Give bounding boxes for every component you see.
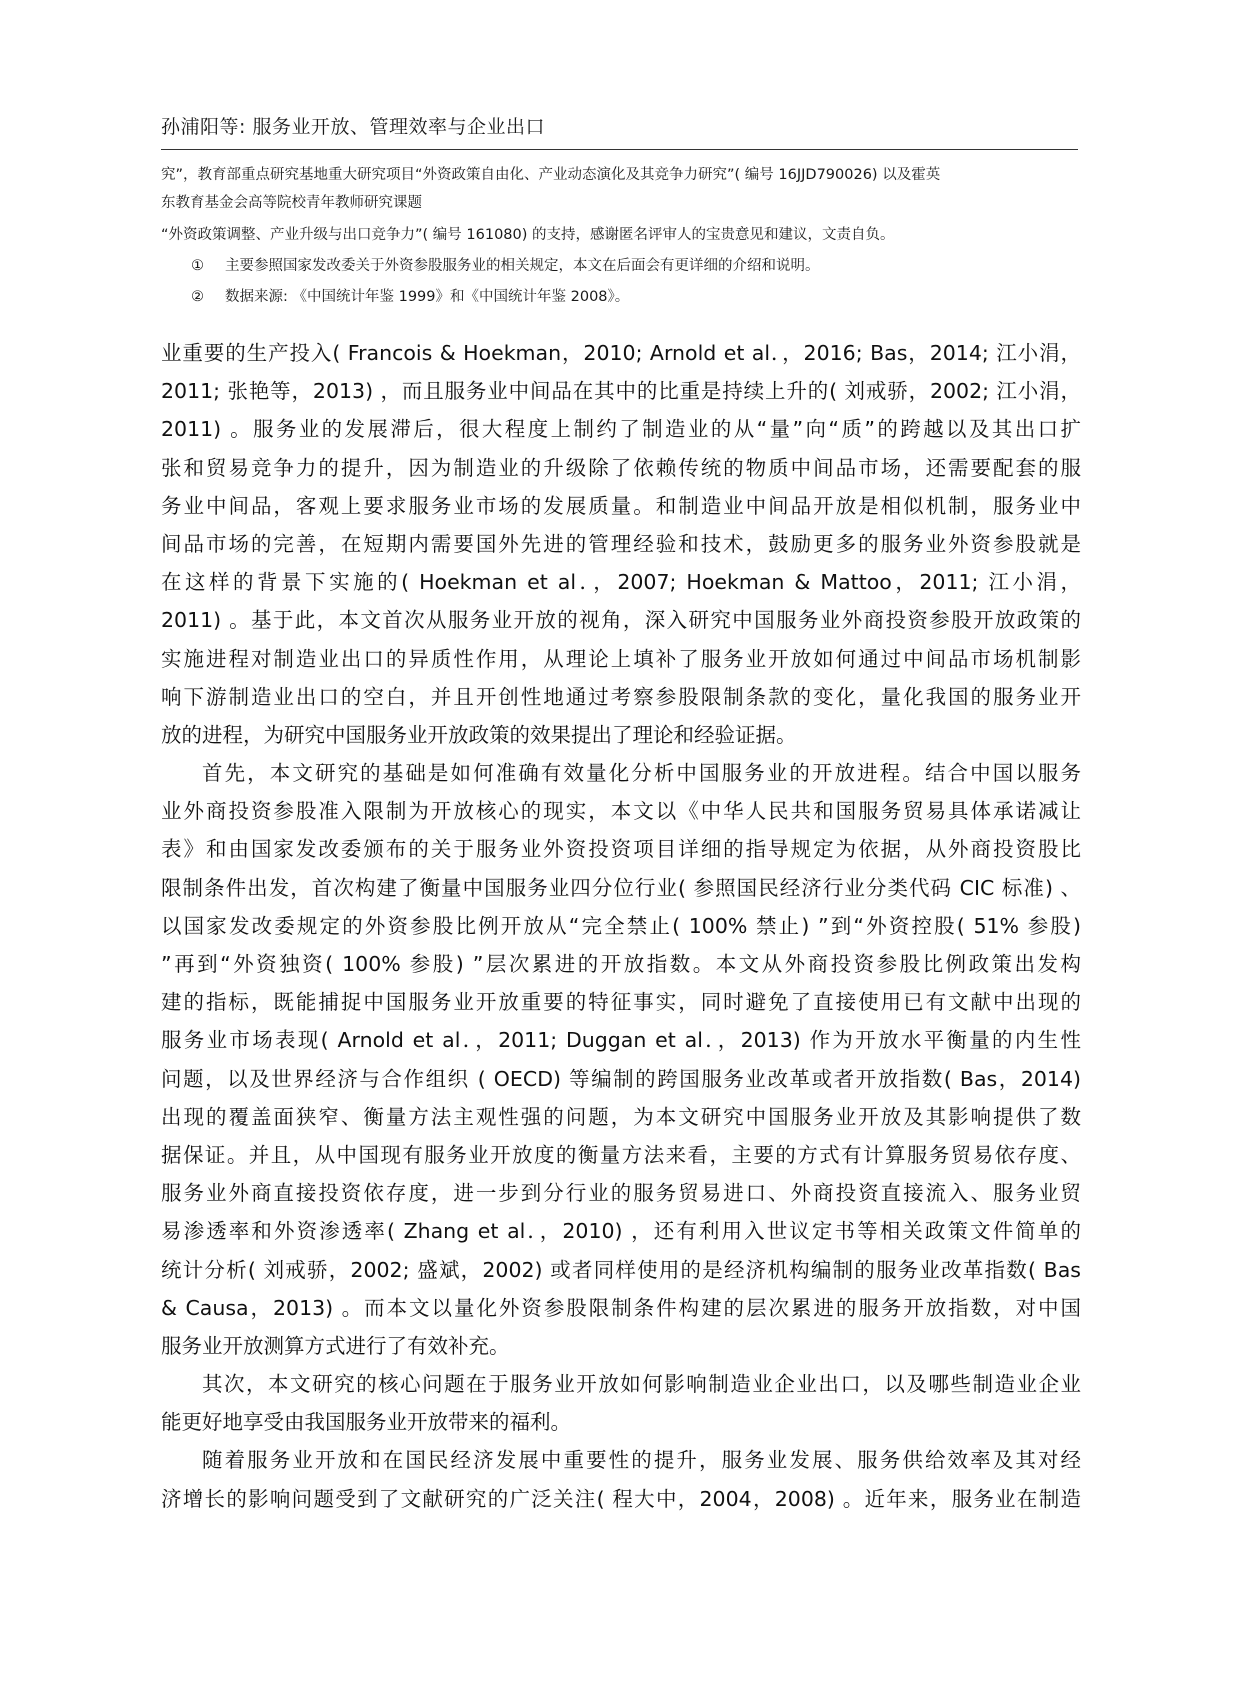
footnote-continued-line: 东教育基金会高等院校青年教师研究课题 bbox=[161, 195, 422, 211]
paragraph-line: 服务业开放测算方式进行了有效补充。 bbox=[161, 1333, 510, 1358]
running-header-title: 孙浦阳等: 服务业开放、管理效率与企业出口 bbox=[161, 116, 545, 138]
paragraph-line: 随着服务业开放和在国民经济发展中重要性的提升，服务业发展、服务供给效率及其对经 bbox=[202, 1448, 1081, 1473]
paragraph-line: 服务业市场表现( Arnold et al．，2011; Duggan et al．，2013) 作为开放水平衡量的内生性 bbox=[161, 1028, 1081, 1053]
paragraph-line: 以国家发改委规定的外资参股比例开放从“完全禁止( 100% 禁止) ”到“外资控股( 51% 参股) bbox=[161, 913, 1081, 938]
paragraph-line: 出现的覆盖面狭窄、衡量方法主观性强的问题，为本文研究中国服务业开放及其影响提供了数 bbox=[161, 1104, 1081, 1129]
footnote-marker: ① bbox=[191, 258, 204, 274]
paragraph-line: 统计分析( 刘戒骄，2002; 盛斌，2002) 或者同样使用的是经济机构编制的服务业改革指数( Bas bbox=[161, 1257, 1081, 1282]
paragraph-line: 济增长的影响问题受到了文献研究的广泛关注( 程大中，2004，2008) 。近年来，服务业在制造 bbox=[161, 1486, 1081, 1511]
paragraph-line: 易渗透率和外资渗透率( Zhang et al．，2010) ，还有利用入世议定书等相关政策文件简单的 bbox=[161, 1219, 1081, 1244]
paragraph-line: 间品市场的完善，在短期内需要国外先进的管理经验和技术，鼓励更多的服务业外资参股就是 bbox=[161, 531, 1081, 556]
paragraph-line: 表》和由国家发改委颁布的关于服务业外资投资项目详细的指导规定为依据，从外商投资股比 bbox=[161, 837, 1081, 862]
paragraph-line: 首先，本文研究的基础是如何准确有效量化分析中国服务业的开放进程。结合中国以服务 bbox=[202, 761, 1081, 786]
paragraph-line: 2011) 。基于此，本文首次从服务业开放的视角，深入研究中国服务业外商投资参股开放政策的 bbox=[161, 608, 1081, 633]
paragraph-line: 2011; 张艳等，2013) ，而且服务业中间品在其中的比重是持续上升的( 刘戒骄，2002; 江小涓， bbox=[161, 379, 1081, 404]
paragraph-line: 在这样的背景下实施的( Hoekman et al．，2007; Hoekman & Mattoo，2011; 江小涓， bbox=[161, 570, 1081, 595]
paragraph-line: 响下游制造业出口的空白，并且开创性地通过考察参股限制条款的变化，量化我国的服务业开 bbox=[161, 684, 1081, 709]
paragraph-line: 服务业外商直接投资依存度，进一步到分行业的服务贸易进口、外商投资直接流入、服务业贸 bbox=[161, 1181, 1081, 1206]
footnote-continued-line: “外资政策调整、产业升级与出口竞争力”( 编号 161080) 的支持，感谢匿名评审人的宝贵意见和建议，文责自负。 bbox=[161, 227, 895, 243]
paragraph-line: 据保证。并且，从中国现有服务业开放度的衡量方法来看，主要的方式有计算服务贸易依存度、 bbox=[161, 1142, 1081, 1167]
header-divider bbox=[161, 149, 1078, 150]
paragraph-line: 建的指标，既能捕捉中国服务业开放重要的特征事实，同时避免了直接使用已有文献中出现的 bbox=[161, 990, 1081, 1015]
paragraph-line: 能更好地享受由我国服务业开放带来的福利。 bbox=[161, 1410, 571, 1435]
paragraph-line: 务业中间品，客观上要求服务业市场的发展质量。和制造业中间品开放是相似机制，服务业中 bbox=[161, 493, 1081, 518]
footnote-marker: ② bbox=[191, 289, 204, 305]
footnote-text: 数据来源: 《中国统计年鉴 1999》和《中国统计年鉴 2008》。 bbox=[225, 289, 630, 305]
body-text bbox=[161, 334, 1081, 1518]
paragraph-line: ”再到“外资独资( 100% 参股) ”层次累进的开放指数。本文从外商投资参股比例政策出发构 bbox=[161, 952, 1081, 976]
footnote-continued-line: 究”，教育部重点研究基地重大研究项目“外资政策自由化、产业动态演化及其竞争力研究”( 编号 16JJD790026) 以及霍英 bbox=[161, 167, 941, 183]
footnote-1 bbox=[191, 256, 1108, 276]
paragraph-line: 其次，本文研究的核心问题在于服务业开放如何影响制造业企业出口，以及哪些制造业企业 bbox=[202, 1372, 1081, 1397]
paragraph-line: & Causa，2013) 。而本文以量化外资参股限制条件构建的层次累进的服务开放指数，对中国 bbox=[161, 1295, 1081, 1320]
paragraph-line: 限制条件出发，首次构建了衡量中国服务业四分位行业( 参照国民经济行业分类代码 CIC 标准) 、 bbox=[161, 875, 1081, 900]
paragraph-line: 2011) 。服务业的发展滞后，很大程度上制约了制造业的从“量”向“质”的跨越以及其出口扩 bbox=[161, 417, 1081, 442]
footnote-2 bbox=[191, 287, 1108, 307]
paragraph-line: 业重要的生产投入( Francois & Hoekman，2010; Arnold et al．，2016; Bas，2014; 江小涓， bbox=[161, 341, 1081, 365]
paragraph-line: 放的进程，为研究中国服务业开放政策的效果提出了理论和经验证据。 bbox=[161, 722, 797, 747]
paragraph-line: 业外商投资参股准入限制为开放核心的现实，本文以《中华人民共和国服务贸易具体承诺减让 bbox=[161, 799, 1081, 824]
footnote-text: 主要参照国家发改委关于外资参股服务业的相关规定，本文在后面会有更详细的介绍和说明。 bbox=[225, 258, 820, 274]
paragraph-line: 问题，以及世界经济与合作组织 ( OECD) 等编制的跨国服务业改革或者开放指数( Bas，2014) bbox=[161, 1066, 1081, 1091]
paragraph-line: 实施进程对制造业出口的异质性作用，从理论上填补了服务业开放如何通过中间品市场机制影 bbox=[161, 646, 1081, 671]
paragraph-line: 张和贸易竞争力的提升，因为制造业的升级除了依赖传统的物质中间品市场，还需要配套的服 bbox=[161, 455, 1081, 480]
